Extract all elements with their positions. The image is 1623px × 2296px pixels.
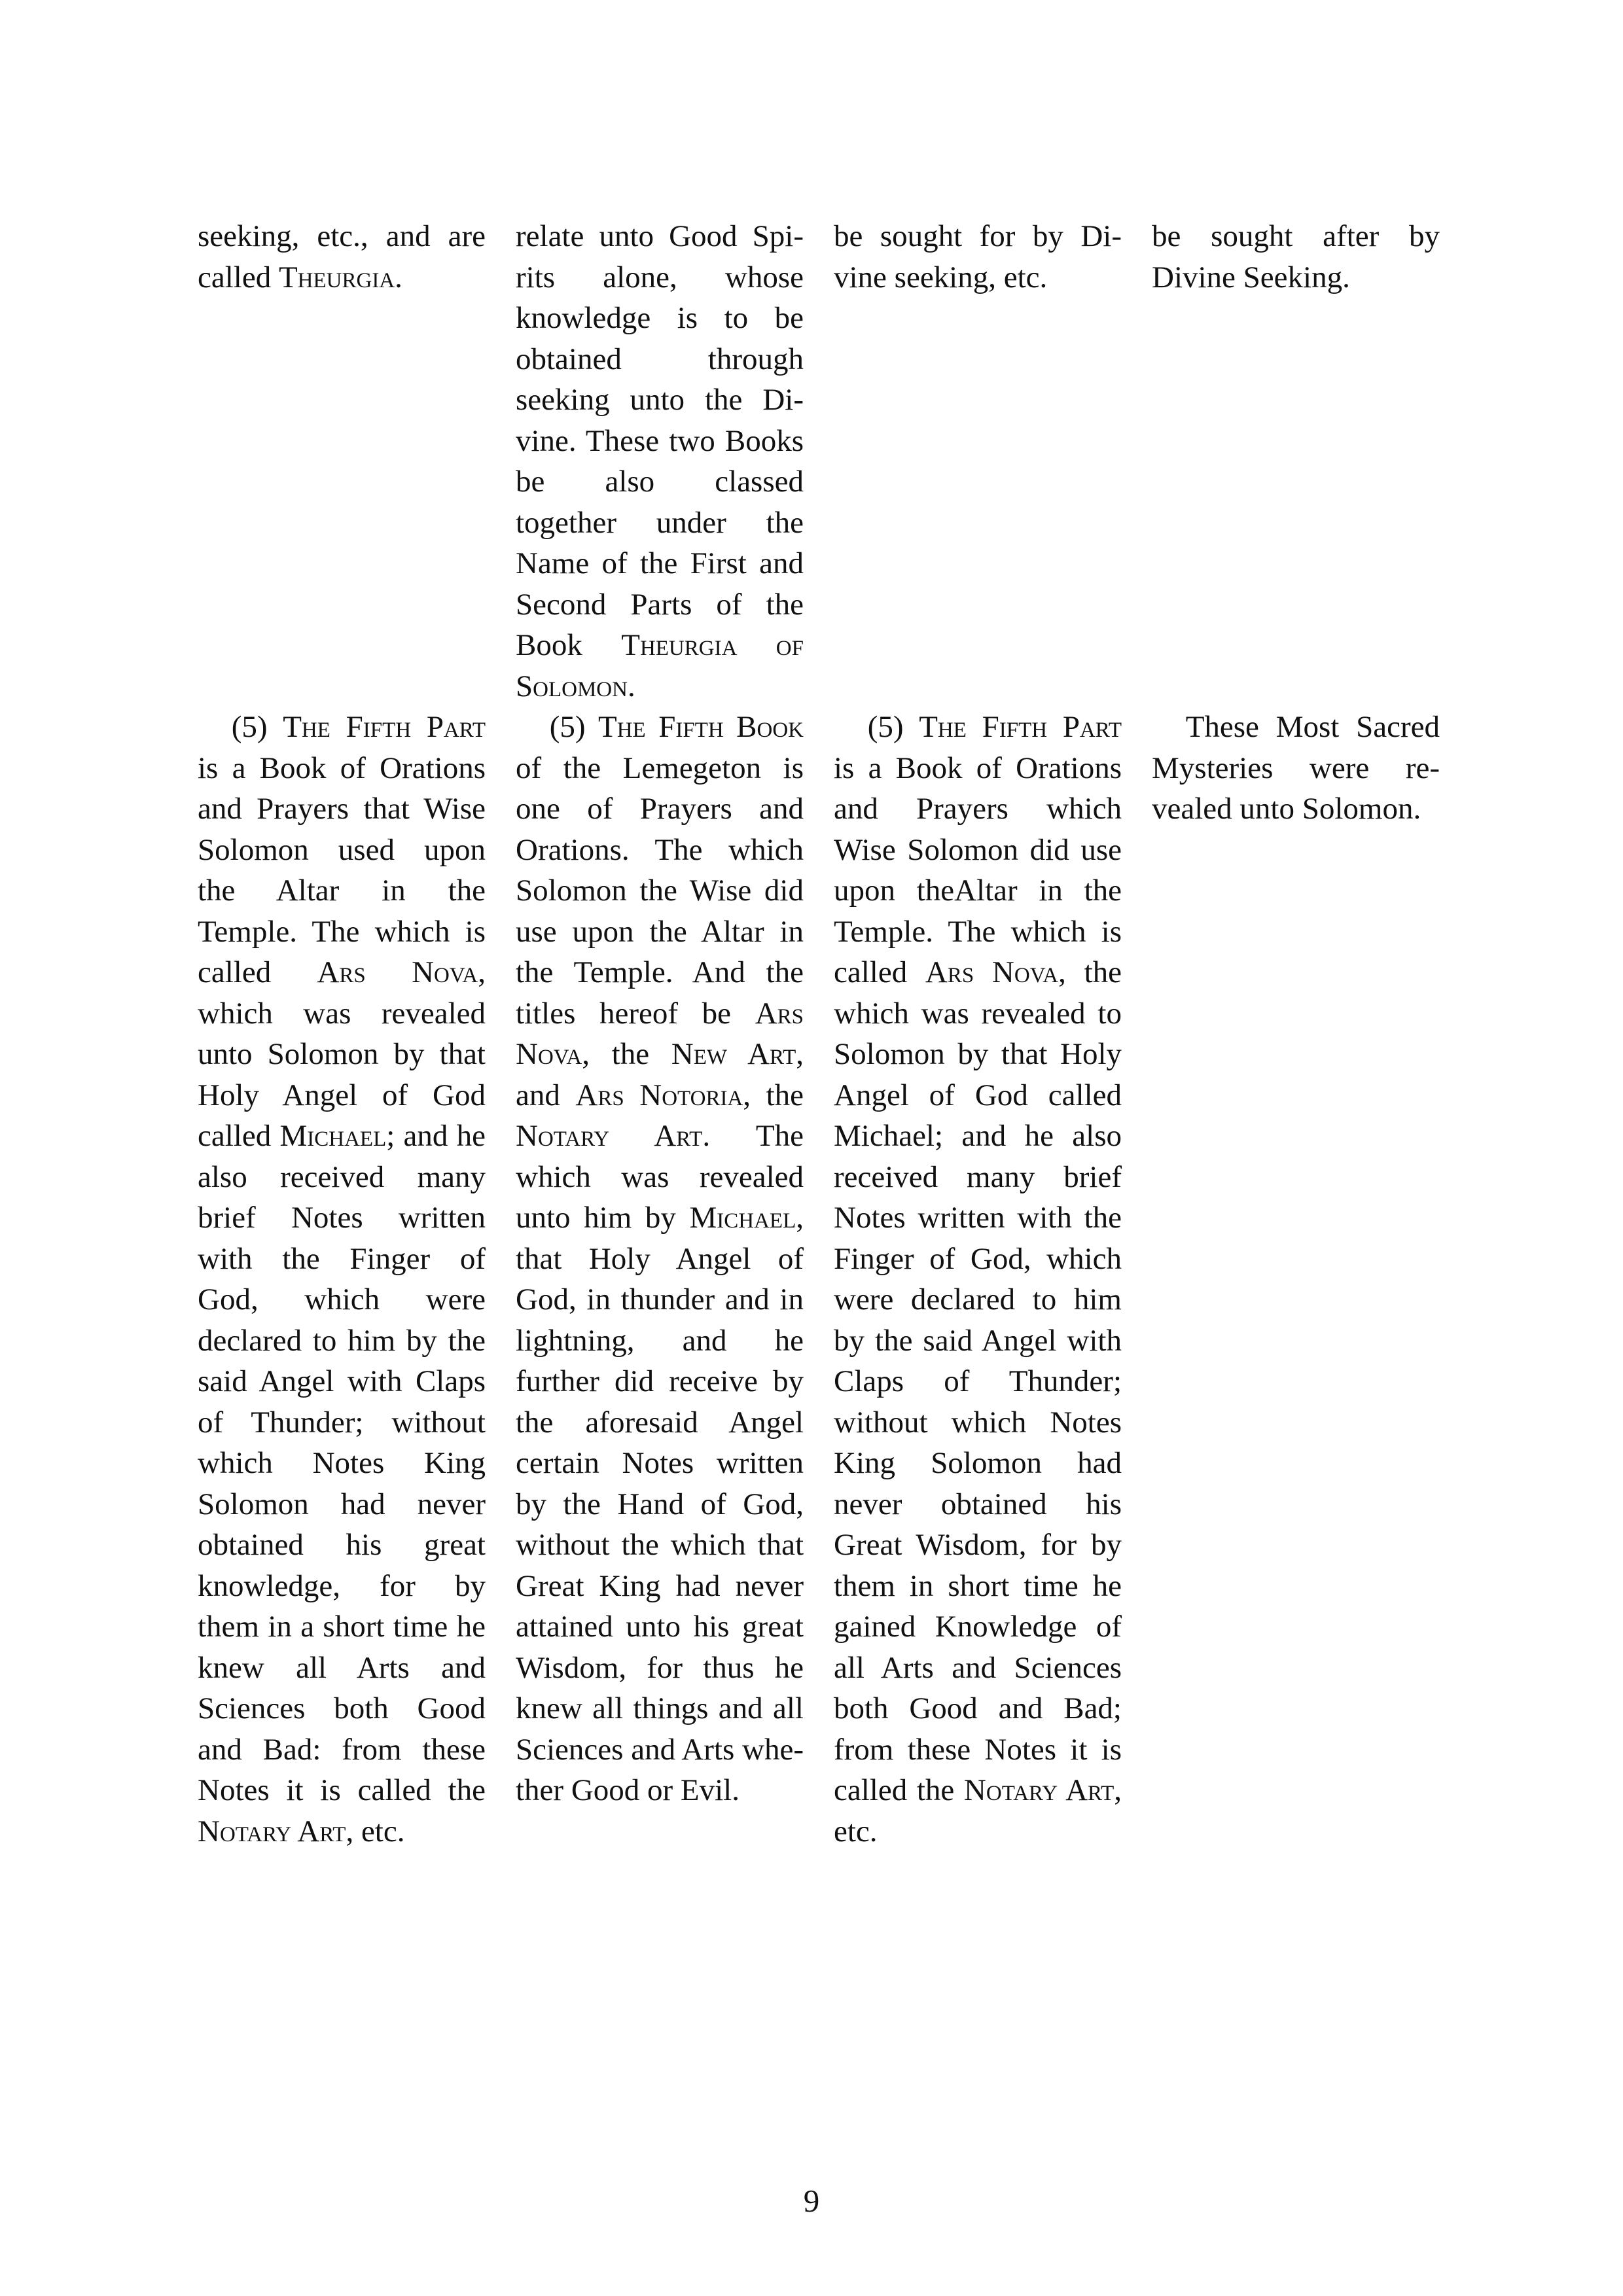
small-caps-term: The Fifth Part	[919, 710, 1122, 744]
text-run: , that Holy Angel of God, in thunder and in lightning, and he further did receive by the aforesaid Angel certain Notes written by the Hand of God, without the which that Great King had never attained unto his great Wisdom, for thus he knew all things and all Sciences and Arts whether Good or Evil.	[516, 1201, 804, 1807]
text-run: relate unto Good Spirits alone, whose knowledge is to be obtained through seeking unto the Divine. These two Books be also classed together under the Name of the First and Second Parts of the Book	[516, 219, 804, 662]
small-caps-term: Notary Art	[963, 1773, 1115, 1807]
text-run: , the	[743, 1078, 804, 1112]
text-run: , the	[582, 1037, 671, 1071]
paragraph-row2-col1	[198, 707, 486, 1852]
small-caps-term: Notary Art	[516, 1119, 703, 1153]
small-caps-term: Ars Nova	[925, 955, 1059, 989]
small-caps-term: Ars Nova	[516, 996, 804, 1071]
small-caps-term: Ars Notoria	[575, 1078, 743, 1112]
text-run: (5)	[549, 710, 598, 744]
text-run: (5)	[231, 710, 283, 744]
text-run: , etc.	[346, 1814, 405, 1848]
text-run: . The which was revealed unto him by	[516, 1119, 804, 1235]
small-caps-term: New Art	[671, 1037, 796, 1071]
paragraph-row2-col2	[516, 707, 804, 1852]
text-run: be sought for by Divine seeking, etc.	[834, 219, 1122, 294]
small-caps-term: Theurgia	[278, 260, 395, 294]
small-caps-term: The Fifth Book	[598, 710, 804, 744]
text-run: , etc.	[834, 1773, 1122, 1848]
small-caps-term: Ars Nova	[317, 955, 478, 989]
paragraph-row1-col3	[834, 216, 1122, 707]
text-run: .	[395, 260, 402, 294]
text-run: ; and he also received many brief Notes written with the Finger of God, which were declared to him by the said Angel with Claps of Thunder; without which Notes King Solomon had never obtained his great knowledge, for by them in a short time he knew all Arts and Sciences both Good and Bad: from these Notes it is called the	[198, 1119, 486, 1807]
text-run: These Most Sacred Mysteries were revealed unto Solomon.	[1152, 710, 1440, 826]
paragraph-row1-col4	[1152, 216, 1440, 707]
four-column-text	[198, 216, 1441, 1852]
text-run: .	[627, 669, 635, 703]
text-run: (5)	[867, 710, 919, 744]
text-run: seeking, etc., and are called	[198, 219, 486, 294]
paragraph-row2-col4	[1152, 707, 1440, 1852]
text-run: of the Lemegeton is one of Prayers and Orations. The which Solomon the Wise did use upon the Altar in the Temple. And the titles hereof be	[516, 751, 804, 1031]
text-run: is a Book of Orations and Prayers which Wise Solomon did use upon theAltar in the Temple. The which is called	[834, 751, 1122, 989]
text-run: , which was revealed unto Solomon by that Holy Angel of God called	[198, 955, 486, 1153]
small-caps-term: Theurgia of Solomon	[516, 628, 804, 703]
paragraph-row1-col2	[516, 216, 804, 707]
small-caps-term: Michael	[689, 1201, 796, 1235]
paragraph-row2-col3	[834, 707, 1122, 1852]
text-run: be sought after by Divine Seeking.	[1152, 219, 1440, 294]
text-run: is a Book of Orations and Prayers that Wise Solomon used upon the Altar in the Temple. The which is called	[198, 751, 486, 989]
text-run: , the which was revealed to Solomon by that Holy Angel of God called Michael; and he also received many brief Notes written with the Finger of God, which were declared to him by the said Angel with Claps of Thunder; without which Notes King Solomon had never obtained his Great Wisdom, for by them in short time he gained Knowledge of all Arts and Sciences both Good and Bad; from these Notes it is called the	[834, 955, 1122, 1807]
paragraph-row1-col1	[198, 216, 486, 707]
page-number: 9	[803, 2183, 820, 2219]
small-caps-term: Michael	[279, 1119, 387, 1153]
small-caps-term: The Fifth Part	[283, 710, 486, 744]
small-caps-term: Notary Art	[198, 1814, 346, 1848]
text-run: , and	[516, 1037, 804, 1112]
